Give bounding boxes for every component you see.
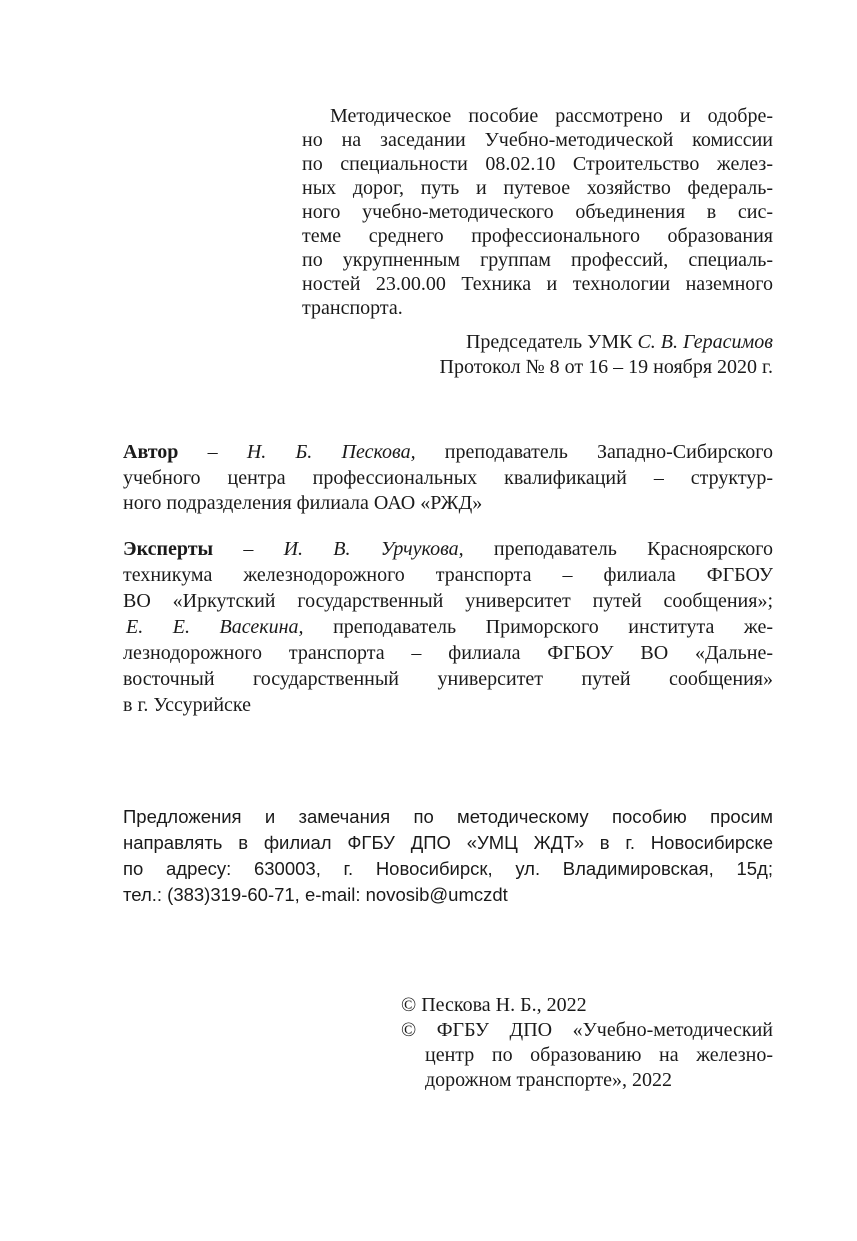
author-line-2: учебного центра профессиональных квалификаций – структур-	[123, 467, 773, 489]
expert1-line-1-rest: преподаватель Красноярского	[463, 538, 774, 560]
approval-line-6: теме среднего профессионального образования	[302, 225, 773, 247]
approval-line-1: Методическое пособие рассмотрено и одобре-	[330, 105, 773, 127]
author-line-1-rest: преподаватель Западно-Сибирского	[415, 441, 773, 463]
expert1-line-2: техникума железнодорожного транспорта – филиала ФГБОУ	[123, 564, 773, 586]
author-line-3: ного подразделения филиала ОАО «РЖД»	[123, 492, 483, 514]
expert2-line-3: восточный государственный университет путей сообщения»	[123, 668, 773, 690]
expert2-line-2: лезнодорожного транспорта – филиала ФГБОУ ВО «Дальне-	[123, 642, 773, 664]
contact-line-2: направлять в филиал ФГБУ ДПО «УМЦ ЖДТ» в г. Новосибирске	[123, 832, 773, 853]
copyright-line-1: © Пескова Н. Б., 2022	[401, 994, 587, 1016]
author-name: Н. Б. Пескова,	[246, 441, 416, 463]
approval-line-4: ных дорог, путь и путевое хозяйство федераль-	[302, 177, 773, 199]
author-label: Автор	[123, 441, 179, 463]
experts-dash: –	[213, 538, 284, 560]
author-line-1	[123, 440, 773, 465]
protocol-line: Протокол № 8 от 16 – 19 ноября 2020 г.	[439, 356, 773, 378]
expert1-line-3: ВО «Иркутский государственный университет путей сообщения»;	[123, 590, 773, 612]
copyright-line-4: дорожном транспорте», 2022	[425, 1069, 672, 1091]
chair-name: С. В. Герасимов	[637, 331, 773, 353]
author-dash: –	[178, 441, 247, 463]
chair-label: Председатель УМК	[465, 331, 633, 353]
chair-signature	[302, 330, 773, 355]
copyright-line-3: центр по образованию на железно-	[425, 1044, 773, 1066]
expert2-name: Е. Е. Васекина,	[126, 616, 304, 638]
approval-line-3: по специальности 08.02.10 Строительство желез-	[302, 153, 773, 175]
expert2-line-1	[123, 615, 773, 640]
contact-line-1: Предложения и замечания по методическому пособию просим	[123, 806, 773, 827]
expert2-line-1-rest: преподаватель Приморского института же-	[303, 616, 773, 638]
approval-line-8: ностей 23.00.00 Техника и технологии наземного	[302, 273, 773, 295]
experts-label: Эксперты	[123, 538, 214, 560]
approval-line-9: транспорта.	[302, 297, 403, 319]
expert1-line-1	[123, 537, 773, 562]
copyright-line-2: © ФГБУ ДПО «Учебно-методический	[401, 1019, 773, 1041]
expert1-name: И. В. Урчукова,	[283, 538, 464, 560]
contact-line-4: тел.: (383)319-60-71, e-mail: novosib@umczdt	[123, 884, 508, 905]
expert2-line-4: в г. Уссурийске	[123, 694, 252, 716]
approval-line-2: но на заседании Учебно-методической комиссии	[302, 129, 773, 151]
contact-line-3: по адресу: 630003, г. Новосибирск, ул. Владимировская, 15д;	[123, 858, 773, 879]
approval-line-5: ного учебно-методического объединения в сис-	[302, 201, 773, 223]
approval-line-7: по укрупненным группам профессий, специаль-	[302, 249, 773, 271]
